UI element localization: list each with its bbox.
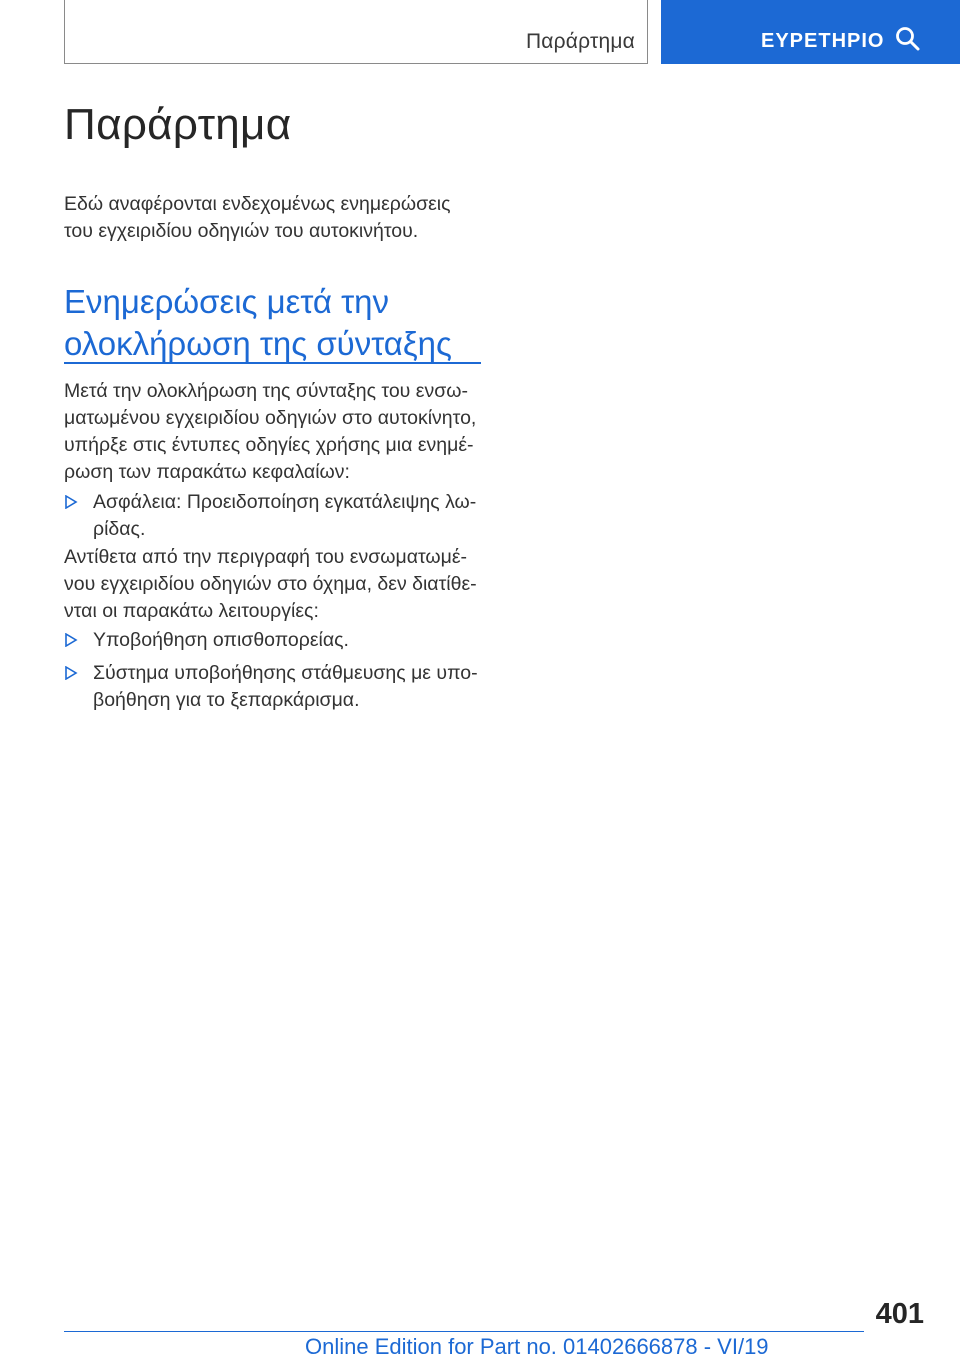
- list-item-text: Σύστημα υποβοήθησης στάθμευσης με υποβοήθηση για το ξεπαρκάρισμα.: [93, 662, 478, 711]
- list-item-text: Υποβοήθηση οπισθοπορείας.: [93, 629, 349, 651]
- triangle-bullet-icon: [64, 666, 78, 680]
- intro-paragraph: Εδώ αναφέρονται ενδεχομένως ενημερώσεις του εγχειριδίου οδηγιών του αυτοκινήτου.: [64, 193, 451, 242]
- search-icon[interactable]: [895, 26, 921, 52]
- triangle-bullet-icon: [64, 495, 78, 509]
- footer-divider: [64, 1331, 864, 1332]
- body-paragraph-2: Αντίθετα από την περιγραφή του ενσωματωμένου εγχειριδίου οδηγιών στο όχημα, δεν διατίθενται οι παρακάτω λειτουργίες:: [64, 546, 477, 622]
- index-button-label: ΕΥΡΕΤΗΡΙΟ: [761, 30, 885, 52]
- index-button[interactable]: [661, 0, 960, 64]
- page-number: 401: [875, 1298, 924, 1330]
- section-heading: Ενημερώσεις μετά την ολοκλήρωση της σύνταξης: [64, 283, 452, 362]
- header-section-label: Παράρτημα: [525, 30, 635, 53]
- list-item: [64, 627, 484, 654]
- header-section-tab: [64, 0, 648, 64]
- triangle-bullet-icon: [64, 633, 78, 647]
- footer-edition-link[interactable]: Online Edition for Part no. 01402666878 - VI/19: [305, 1334, 769, 1359]
- section-divider: [64, 362, 481, 364]
- list-item: [64, 660, 484, 714]
- body-paragraph-1: Μετά την ολοκλήρωση της σύνταξης του ενσωματωμένου εγχειριδίου οδηγιών στο αυτοκίνητο, υπήρξε στις έντυπες οδηγίες χρήσης μια ενημέρωση των παρακάτω κεφαλαίων:: [64, 380, 477, 483]
- page-title: Παράρτημα: [64, 100, 292, 149]
- list-item-text: Ασφάλεια: Προειδοποίηση εγκατάλειψης λωρίδας.: [93, 491, 477, 540]
- list-item: [64, 489, 484, 543]
